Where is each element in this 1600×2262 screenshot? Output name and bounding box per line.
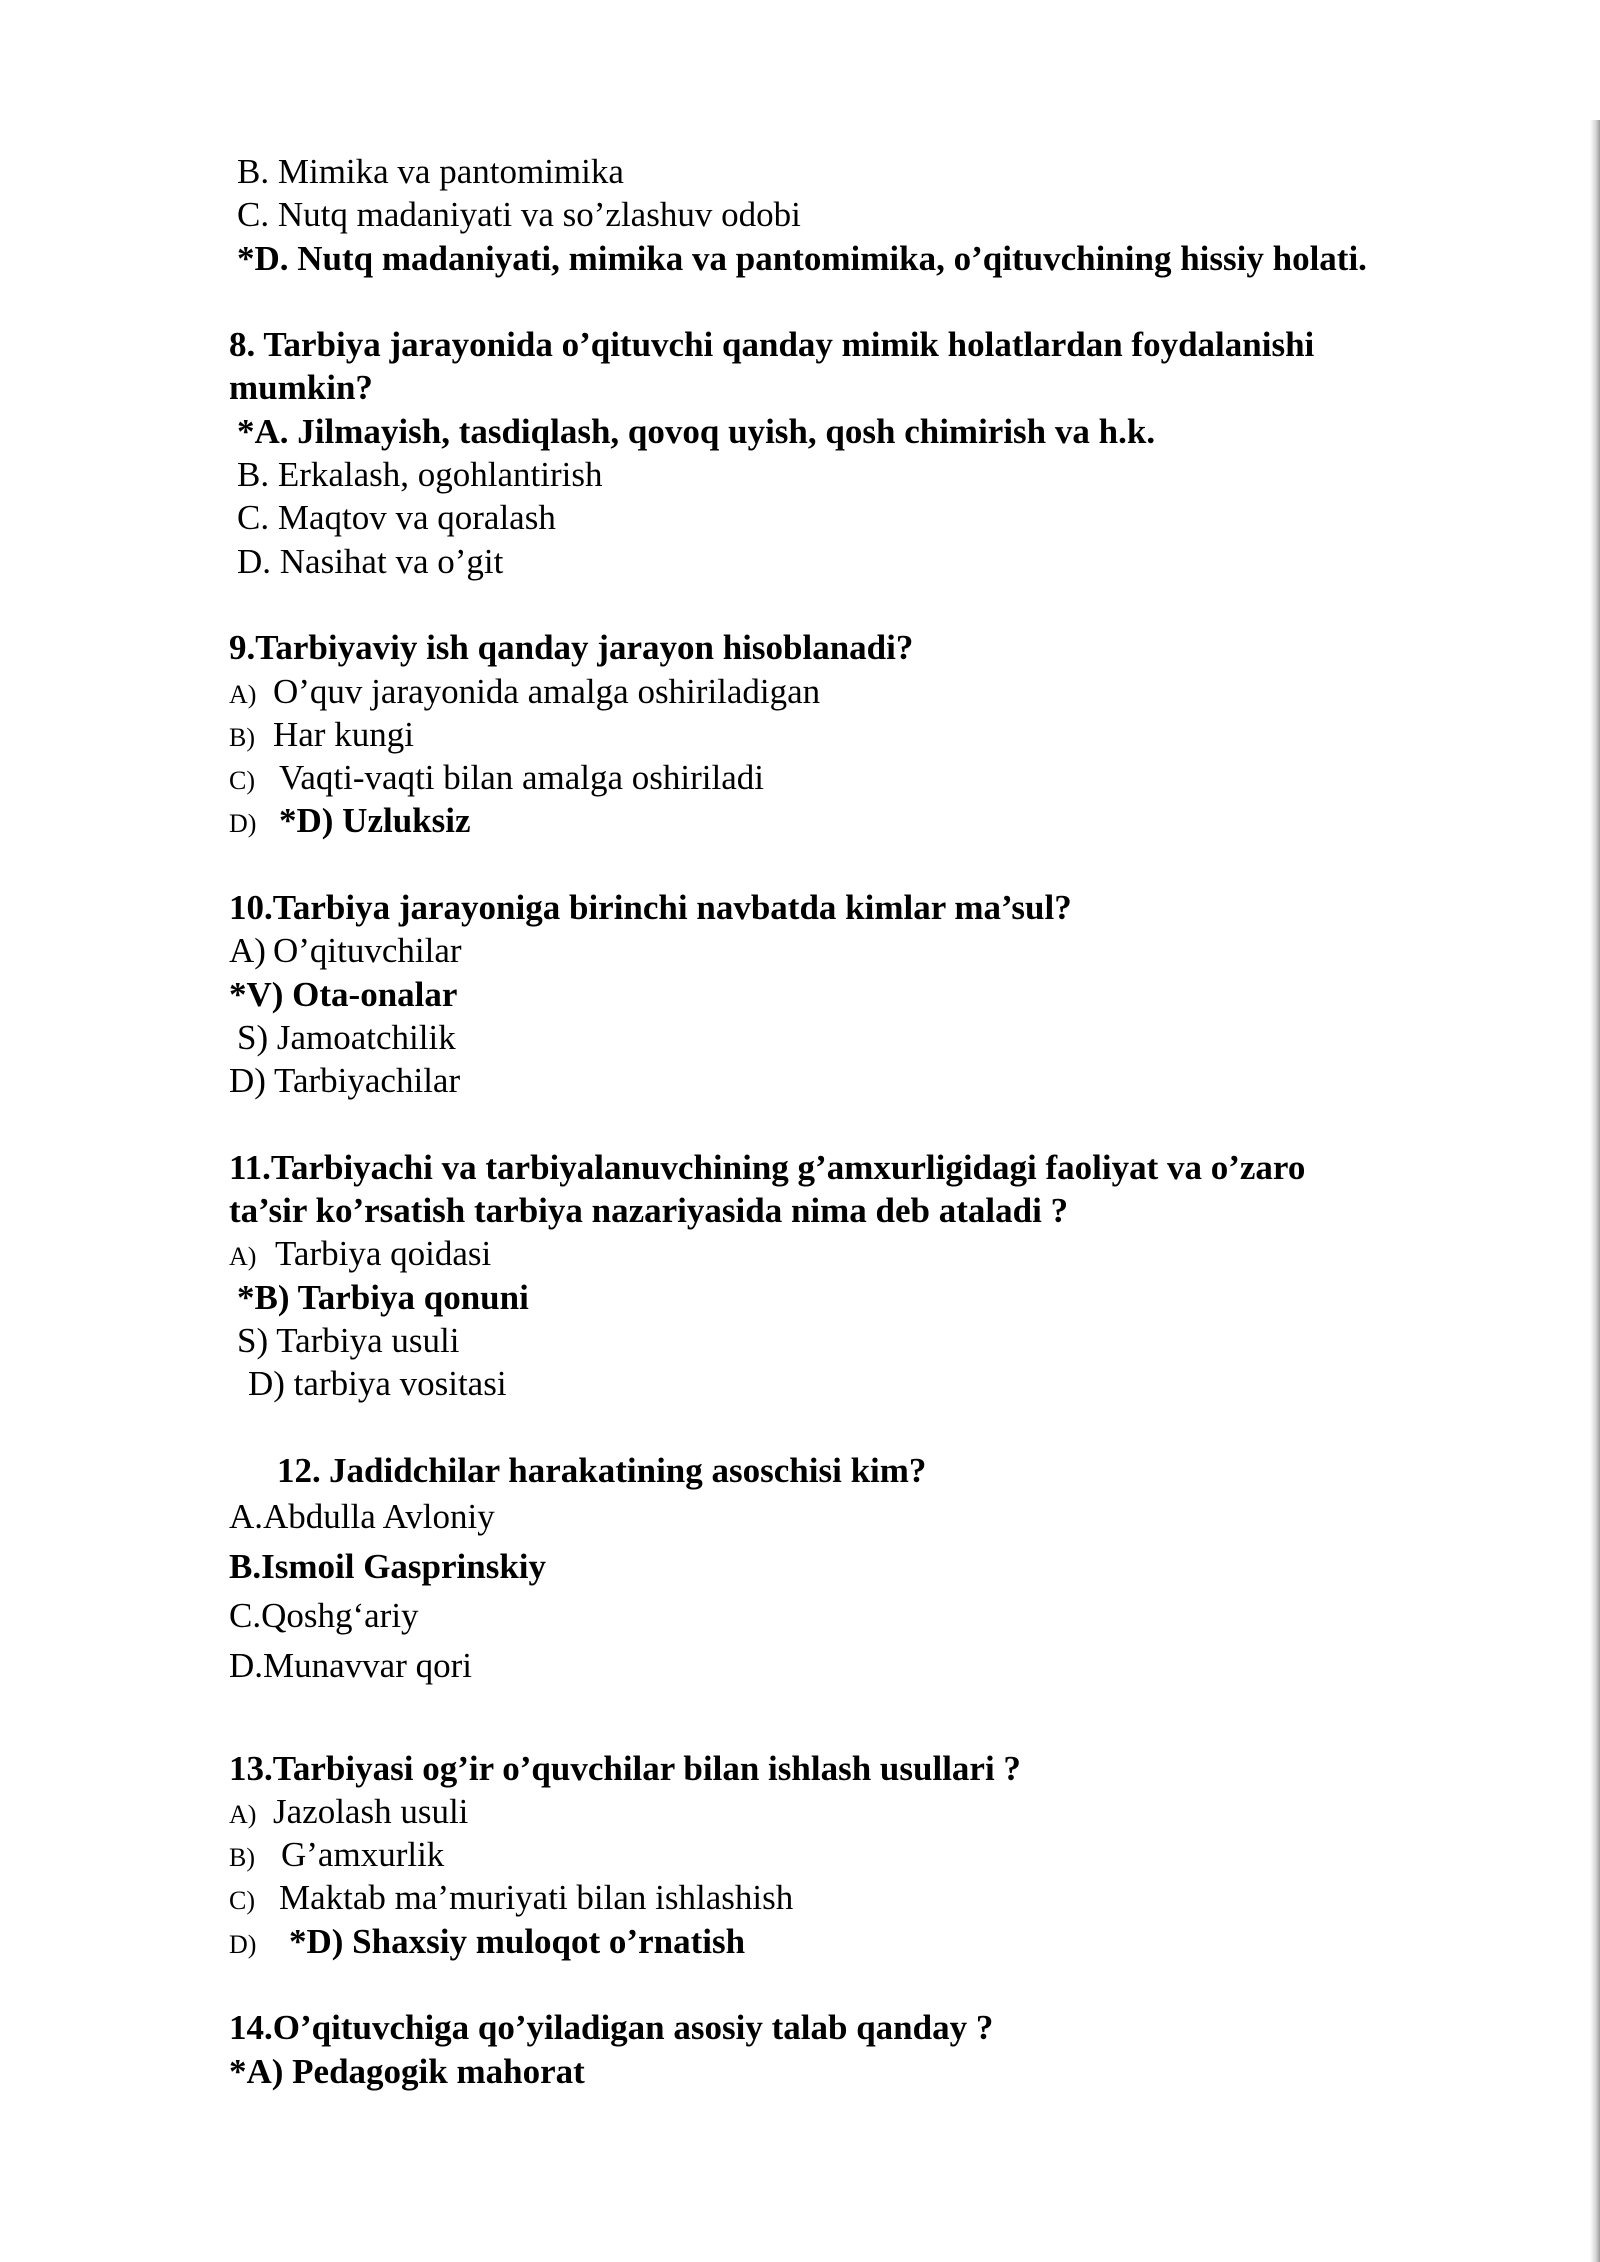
- spacer: [229, 1691, 1559, 1747]
- q8-question-line-2: mumkin?: [229, 368, 373, 408]
- page-edge-shadow: [1590, 120, 1600, 2262]
- q8-option-c: C. Maqtov va qoralash: [237, 498, 556, 538]
- q9-option-c: [229, 756, 1559, 799]
- q11-option-a-letter: A): [229, 1242, 257, 1272]
- q13-option-b-text: G’amxurlik: [281, 1835, 445, 1875]
- q9-option-a: [229, 670, 1559, 713]
- q9-option-a-letter: A): [229, 679, 257, 709]
- q11-option-a: [229, 1232, 1559, 1275]
- q11-option-a-text: Tarbiya qoidasi: [275, 1234, 492, 1274]
- q12-question-text: Jadidchilar harakatining asoschisi kim?: [329, 1450, 927, 1490]
- q13-option-d-letter: D): [229, 1929, 257, 1959]
- q11-option-s: S) Tarbiya usuli: [237, 1321, 460, 1361]
- document-page: [229, 150, 1559, 2093]
- spacer: [229, 1963, 1559, 2006]
- q9-option-c-text: Vaqti-vaqti bilan amalga oshiriladi: [279, 758, 765, 798]
- q11-question-line-1: 11.Tarbiyachi va tarbiyalanuvchining g’amxurligidagi faoliyat va o’zaro: [229, 1147, 1306, 1187]
- q10-option-a: [229, 929, 1559, 972]
- q12-question: [229, 1449, 1559, 1492]
- q9-option-b-letter: B): [229, 722, 255, 752]
- q10-correct-answer: *V) Ota-onalar: [229, 974, 458, 1014]
- spacer: [229, 1103, 1559, 1146]
- q13-option-b: [229, 1833, 1559, 1876]
- q9-option-a-text: O’quv jarayonida amalga oshiriladigan: [273, 671, 821, 711]
- q13-question: 13.Tarbiyasi og’ir o’quvchilar bilan ishlash usullari ?: [229, 1748, 1021, 1788]
- q13-option-c-text: Maktab ma’muriyati bilan ishlashish: [279, 1878, 794, 1918]
- q14-correct-answer: *A) Pedagogik mahorat: [229, 2051, 585, 2091]
- spacer: [229, 1406, 1559, 1449]
- question-13-block: [229, 1747, 1559, 1963]
- q11-option-d: D) tarbiya vositasi: [248, 1364, 507, 1404]
- q13-option-a: [229, 1790, 1559, 1833]
- q12-option-d: D.Munavvar qori: [229, 1645, 473, 1685]
- q8-question-line-1: 8. Tarbiya jarayonida o’qituvchi qanday mimik holatlardan foydalanishi: [229, 325, 1315, 365]
- q13-option-b-letter: B): [229, 1843, 255, 1873]
- q9-question: 9.Tarbiyaviy ish qanday jarayon hisoblanadi?: [229, 628, 914, 668]
- q10-option-a-text: O’qituvchilar: [273, 931, 462, 971]
- q13-option-d: [229, 1920, 1559, 1963]
- q9-correct-answer: *D) Uzluksiz: [279, 801, 471, 841]
- question-12-block: [229, 1449, 1559, 1691]
- q10-option-a-letter: A): [229, 931, 266, 971]
- q11-question-line-2: ta’sir ko’rsatish tarbiya nazariyasida nima deb ataladi ?: [229, 1191, 1069, 1231]
- q13-option-c-letter: C): [229, 1886, 255, 1916]
- q9-option-d-letter: D): [229, 809, 257, 839]
- q13-option-a-text: Jazolash usuli: [273, 1791, 469, 1831]
- q13-correct-answer: *D) Shaxsiy muloqot o’rnatish: [289, 1921, 746, 1961]
- q9-option-d: [229, 799, 1559, 842]
- q10-question: 10.Tarbiya jarayoniga birinchi navbatda kimlar ma’sul?: [229, 888, 1072, 928]
- question-8-block: [229, 323, 1559, 583]
- question-7-block: [229, 150, 1559, 280]
- q7-option-c: C. Nutq madaniyati va so’zlashuv odobi: [237, 195, 801, 235]
- q9-option-b: [229, 713, 1559, 756]
- q13-option-a-letter: A): [229, 1799, 257, 1829]
- question-14-block: [229, 2006, 1559, 2093]
- spacer: [229, 280, 1559, 323]
- q12-correct-answer: B.Ismoil Gasprinskiy: [229, 1546, 547, 1586]
- q12-number: 12.: [277, 1450, 321, 1490]
- q7-option-b: B. Mimika va pantomimika: [237, 152, 624, 191]
- q8-option-b: B. Erkalash, ogohlantirish: [237, 455, 603, 495]
- q10-option-d: D) Tarbiyachilar: [229, 1061, 461, 1101]
- q14-question: 14.O’qituvchiga qo’yiladigan asosiy talab qanday ?: [229, 2008, 994, 2048]
- q9-option-c-letter: C): [229, 766, 255, 796]
- q8-option-d: D. Nasihat va o’git: [237, 541, 504, 581]
- q10-option-s: S) Jamoatchilik: [237, 1017, 456, 1057]
- q12-option-a: A.Abdulla Avloniy: [229, 1497, 495, 1537]
- question-11-block: [229, 1146, 1559, 1406]
- q7-correct-answer: *D. Nutq madaniyati, mimika va pantomimika, o’qituvchining hissiy holati.: [237, 238, 1367, 278]
- q9-option-b-text: Har kungi: [273, 714, 414, 754]
- question-10-block: [229, 886, 1559, 1102]
- question-9-block: [229, 626, 1559, 842]
- spacer: [229, 843, 1559, 886]
- q11-correct-answer: *B) Tarbiya qonuni: [237, 1277, 529, 1317]
- q13-option-c: [229, 1876, 1559, 1919]
- spacer: [229, 583, 1559, 626]
- q8-correct-answer: *A. Jilmayish, tasdiqlash, qovoq uyish, qosh chimirish va h.k.: [237, 411, 1156, 451]
- q12-option-c: C.Qoshg‘ariy: [229, 1596, 419, 1636]
